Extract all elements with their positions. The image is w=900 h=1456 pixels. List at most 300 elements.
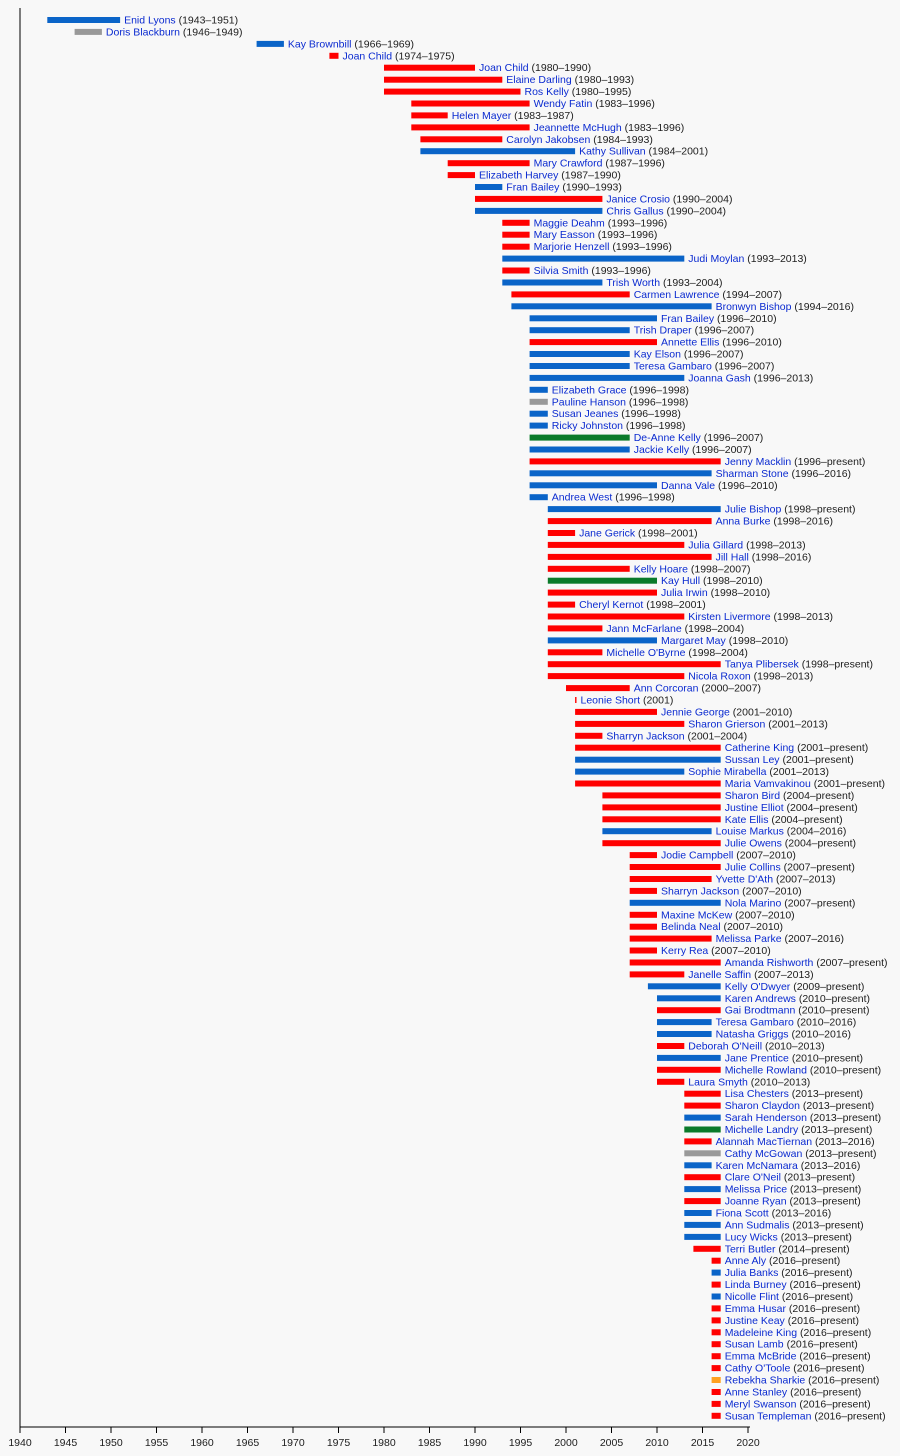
- member-label: [725, 1112, 881, 1124]
- member-label: [688, 718, 828, 730]
- member-term-dates: (2016–present): [783, 1338, 858, 1351]
- term-bar: [530, 411, 548, 417]
- member-name[interactable]: Sharon Bird: [724, 789, 781, 802]
- term-bar: [475, 196, 602, 202]
- member-name[interactable]: Melissa Parke: [715, 933, 782, 946]
- member-name[interactable]: Carmen Lawrence: [633, 288, 720, 301]
- member-label: [452, 110, 574, 122]
- member-term-dates: (2013–present): [787, 1183, 862, 1196]
- member-term-dates: (1998–2001): [635, 527, 698, 540]
- term-bar: [657, 1067, 721, 1073]
- member-name[interactable]: Kelly Hoare: [633, 563, 688, 576]
- member-name[interactable]: Cheryl Kernot: [579, 599, 644, 612]
- term-bar: [548, 578, 657, 584]
- member-term-dates: (2016–present): [790, 1362, 865, 1375]
- term-bar: [575, 745, 721, 751]
- term-bar: [548, 637, 657, 643]
- member-name[interactable]: Michelle Landry: [724, 1124, 799, 1136]
- member-term-dates: (1998–2010): [700, 575, 763, 588]
- member-name[interactable]: Cathy McGowan: [724, 1147, 803, 1160]
- member-name[interactable]: Sophie Mirabella: [688, 766, 767, 779]
- term-bar: [475, 208, 602, 214]
- member-name[interactable]: Mary Crawford: [533, 157, 603, 170]
- term-bar: [712, 1413, 721, 1419]
- term-bar: [47, 17, 120, 23]
- member-label: [716, 1208, 832, 1220]
- member-label: [725, 778, 885, 790]
- member-label: [661, 945, 771, 957]
- member-name[interactable]: Catherine King: [724, 742, 795, 755]
- member-name[interactable]: Lucy Wicks: [724, 1231, 778, 1244]
- member-name[interactable]: Trish Worth: [606, 277, 661, 289]
- term-bar: [630, 864, 721, 870]
- member-name[interactable]: Annette Ellis: [661, 336, 720, 349]
- member-name[interactable]: Kay Elson: [633, 348, 681, 361]
- member-label: [552, 408, 681, 420]
- term-bar: [548, 590, 657, 596]
- member-name[interactable]: Kerry Rea: [661, 945, 709, 957]
- term-bar: [475, 184, 502, 190]
- member-label: [479, 62, 591, 74]
- member-label: [725, 456, 866, 468]
- member-term-dates: (2007–2010): [732, 909, 795, 922]
- term-bar: [657, 1019, 712, 1025]
- member-term-dates: (1996–1998): [612, 491, 675, 504]
- member-name[interactable]: Justine Keay: [724, 1314, 785, 1327]
- member-label: [725, 1219, 864, 1231]
- member-name[interactable]: Elizabeth Harvey: [479, 169, 559, 182]
- member-term-dates: (2013–present): [786, 1195, 861, 1208]
- member-term-dates: (1998–2013): [750, 670, 814, 683]
- member-term-dates: (2014–present): [775, 1243, 850, 1256]
- member-name[interactable]: Julie Collins: [724, 861, 781, 874]
- member-name[interactable]: Leonie Short: [580, 694, 641, 707]
- member-name[interactable]: Nicola Roxon: [688, 670, 751, 683]
- member-term-dates: (2004–present): [768, 813, 843, 826]
- member-term-dates: (1998–present): [798, 658, 873, 671]
- member-name[interactable]: Cathy O'Toole: [724, 1362, 791, 1375]
- x-tick-label: 2000: [554, 1437, 578, 1449]
- member-name[interactable]: Sharman Stone: [715, 467, 789, 480]
- member-name[interactable]: Anne Stanley: [724, 1386, 788, 1399]
- member-term-dates: (2007–2010): [739, 885, 802, 898]
- x-tick-label: 1970: [281, 1437, 305, 1449]
- member-term-dates: (1984–2001): [645, 145, 709, 158]
- member-term-dates: (1990–2004): [663, 205, 727, 218]
- term-bar: [530, 423, 548, 429]
- x-tick-label: 2015: [690, 1437, 715, 1449]
- member-name[interactable]: Kelly O'Dwyer: [724, 980, 791, 993]
- term-bar: [575, 769, 684, 775]
- x-tick-label: 1990: [463, 1437, 487, 1449]
- member-term-dates: (1993–2013): [744, 253, 807, 266]
- term-bar: [511, 303, 711, 309]
- member-label: [725, 1375, 880, 1387]
- member-term-dates: (2001–2010): [729, 706, 793, 719]
- member-term-dates: (1996–2007): [680, 348, 744, 361]
- member-label: [552, 492, 675, 504]
- member-name[interactable]: Kate Ellis: [724, 813, 769, 826]
- member-name[interactable]: Julia Irwin: [661, 587, 708, 600]
- term-bar: [530, 351, 630, 357]
- member-name[interactable]: Emma McBride: [724, 1350, 797, 1363]
- member-name[interactable]: Kay Hull: [661, 575, 701, 588]
- member-label: [725, 1148, 877, 1160]
- member-name[interactable]: Meryl Swanson: [724, 1398, 797, 1411]
- x-tick-label: 2005: [599, 1437, 624, 1449]
- term-bar: [684, 1138, 711, 1144]
- member-term-dates: (2009–present): [790, 980, 865, 993]
- member-name[interactable]: Sharon Grierson: [688, 718, 766, 731]
- member-label: [534, 229, 658, 241]
- member-term-dates: (1993–1996): [609, 241, 672, 254]
- member-label: [606, 193, 732, 205]
- member-name[interactable]: Kirsten Livermore: [688, 611, 771, 623]
- member-name[interactable]: Justine Elliot: [724, 801, 784, 814]
- member-label: [534, 265, 651, 277]
- member-label: [525, 86, 632, 98]
- member-name[interactable]: Silvia Smith: [533, 265, 589, 277]
- member-name[interactable]: Louise Markus: [715, 825, 784, 838]
- x-tick-label: 1950: [99, 1437, 123, 1449]
- member-name[interactable]: Fran Bailey: [661, 312, 715, 325]
- member-name[interactable]: Janice Crosio: [606, 193, 671, 206]
- member-name[interactable]: Jann McFarlane: [606, 622, 682, 635]
- member-label: [688, 1041, 824, 1053]
- member-name[interactable]: Fiona Scott: [715, 1207, 769, 1220]
- member-term-dates: (1993–1996): [594, 229, 658, 242]
- member-name[interactable]: Wendy Fatin: [533, 98, 593, 110]
- member-term-dates: (1996–present): [791, 455, 866, 468]
- term-bar: [684, 1150, 720, 1156]
- member-name[interactable]: Maggie Deahm: [533, 217, 605, 230]
- member-label: [688, 372, 813, 384]
- term-bar: [502, 232, 529, 238]
- member-term-dates: (2007–2010): [708, 945, 771, 957]
- member-label: [688, 539, 805, 551]
- member-name[interactable]: Amanda Rishworth: [724, 957, 814, 969]
- member-term-dates: (2010–present): [806, 1064, 882, 1077]
- member-name[interactable]: Belinda Neal: [661, 921, 721, 934]
- member-term-dates: (2013–present): [807, 1112, 882, 1125]
- member-name[interactable]: Teresa Gambaro: [715, 1016, 794, 1029]
- member-term-dates: (2007–2010): [733, 849, 796, 862]
- member-name[interactable]: Sarah Henderson: [724, 1112, 808, 1125]
- member-name[interactable]: Janelle Saffin: [688, 968, 752, 981]
- member-name[interactable]: Michelle O'Byrne: [606, 646, 686, 659]
- member-name[interactable]: Kathy Sullivan: [579, 145, 646, 158]
- term-bar: [530, 494, 548, 500]
- member-label: [725, 993, 870, 1005]
- term-bar: [548, 530, 575, 536]
- member-label: [634, 683, 761, 695]
- member-label: [634, 432, 764, 444]
- member-name[interactable]: Jane Prentice: [724, 1052, 789, 1065]
- member-name[interactable]: Joan Child: [342, 50, 393, 63]
- member-label: [725, 838, 856, 850]
- term-bar: [502, 280, 602, 286]
- term-bar: [530, 458, 721, 464]
- member-term-dates: (2001–2013): [766, 766, 829, 779]
- member-label: [725, 1387, 862, 1399]
- member-term-dates: (1996–2010): [715, 479, 778, 492]
- member-name[interactable]: Linda Burney: [724, 1279, 787, 1292]
- member-name[interactable]: De-Anne Kelly: [633, 432, 701, 445]
- member-label: [506, 134, 653, 146]
- member-term-dates: (2016–present): [787, 1386, 862, 1399]
- member-term-dates: (1996–2016): [788, 467, 852, 480]
- member-label: [716, 826, 847, 838]
- member-name[interactable]: Andrea West: [551, 491, 613, 504]
- member-name[interactable]: Madeleine King: [724, 1326, 798, 1339]
- member-label: [725, 1100, 874, 1112]
- member-name[interactable]: Ann Sudmalis: [724, 1219, 790, 1232]
- term-bar: [684, 1198, 720, 1204]
- term-bar: [502, 244, 529, 250]
- term-bar: [657, 1055, 721, 1061]
- member-label: [661, 313, 777, 325]
- member-term-dates: (2016–present): [805, 1374, 880, 1387]
- member-label: [725, 1315, 859, 1327]
- member-name[interactable]: Teresa Gambaro: [633, 360, 712, 373]
- member-label: [725, 790, 855, 802]
- member-label: [725, 1267, 853, 1279]
- member-name[interactable]: Joanna Gash: [688, 372, 751, 385]
- term-bar: [684, 1162, 711, 1168]
- member-term-dates: (2001–present): [794, 742, 869, 755]
- member-name[interactable]: Margaret May: [661, 634, 726, 647]
- member-term-dates: (1998–2016): [748, 551, 812, 564]
- member-name[interactable]: Lisa Chesters: [724, 1088, 789, 1101]
- member-name[interactable]: Deborah O'Neill: [688, 1040, 763, 1053]
- term-bar: [530, 447, 630, 453]
- member-name[interactable]: Ann Corcoran: [633, 682, 699, 695]
- member-term-dates: (1943–1951): [175, 14, 239, 27]
- member-name[interactable]: Marjorie Henzell: [533, 241, 610, 254]
- term-bar: [712, 1341, 721, 1347]
- member-name[interactable]: Kay Brownbill: [287, 38, 352, 51]
- member-term-dates: (1998–2013): [770, 611, 834, 623]
- term-bar: [630, 852, 657, 858]
- member-name[interactable]: Jodie Campbell: [661, 849, 734, 862]
- member-name[interactable]: Alannah MacTiernan: [715, 1135, 813, 1148]
- member-name[interactable]: Julia Banks: [724, 1267, 779, 1280]
- term-bar: [530, 315, 657, 321]
- member-term-dates: (2010–2016): [793, 1016, 857, 1029]
- member-label: [506, 74, 634, 86]
- member-name[interactable]: Sussan Ley: [724, 754, 780, 767]
- term-bar: [566, 685, 630, 691]
- member-term-dates: (1983–1987): [511, 109, 574, 122]
- term-bar: [384, 65, 475, 71]
- member-term-dates: (2013–present): [777, 1231, 852, 1244]
- member-name[interactable]: Julie Bishop: [724, 503, 782, 516]
- member-label: [661, 587, 770, 599]
- member-name[interactable]: Enid Lyons: [124, 14, 176, 27]
- member-name[interactable]: Julia Gillard: [688, 539, 744, 552]
- member-term-dates: (1996–2010): [714, 312, 777, 325]
- term-bar: [384, 77, 502, 83]
- member-name[interactable]: Chris Gallus: [606, 205, 664, 218]
- term-bar: [693, 1246, 720, 1252]
- member-term-dates: (2016–present): [786, 1279, 861, 1292]
- term-bar: [548, 602, 575, 608]
- term-bar: [530, 363, 630, 369]
- member-name[interactable]: Trish Draper: [633, 324, 692, 337]
- member-term-dates: (2016–present): [797, 1326, 872, 1339]
- member-term-dates: (1996–1998): [618, 408, 681, 421]
- term-bar: [712, 1305, 721, 1311]
- term-bar: [548, 542, 685, 548]
- x-tick-label: 1945: [53, 1437, 78, 1449]
- member-label: [725, 1064, 881, 1076]
- member-name[interactable]: Rebekha Sharkie: [724, 1374, 806, 1387]
- member-name[interactable]: Fran Bailey: [506, 181, 560, 194]
- term-bar: [530, 387, 548, 393]
- member-name[interactable]: Gai Brodtmann: [724, 1004, 796, 1017]
- member-name[interactable]: Laura Smyth: [688, 1076, 748, 1089]
- member-label: [716, 468, 851, 480]
- member-name[interactable]: Jeannette McHugh: [533, 121, 622, 134]
- member-name[interactable]: Doris Blackburn: [105, 26, 181, 39]
- term-bar: [684, 1210, 711, 1216]
- member-name[interactable]: Jackie Kelly: [633, 444, 690, 456]
- member-name[interactable]: Yvette D'Ath: [715, 873, 774, 886]
- member-name[interactable]: Judi Moylan: [688, 253, 745, 266]
- member-label: [725, 1243, 850, 1255]
- member-name[interactable]: Danna Vale: [661, 479, 716, 492]
- term-bar: [657, 1007, 721, 1013]
- member-label: [716, 874, 836, 886]
- member-name[interactable]: Jenny Macklin: [724, 455, 792, 468]
- member-term-dates: (2004–present): [781, 837, 857, 850]
- member-label: [725, 957, 888, 969]
- member-name[interactable]: Maxine McKew: [661, 909, 733, 922]
- member-label: [716, 933, 844, 945]
- term-bar: [548, 554, 712, 560]
- member-label: [725, 1410, 886, 1422]
- member-term-dates: (2013–present): [800, 1100, 875, 1113]
- member-name[interactable]: Pauline Hanson: [551, 396, 626, 409]
- member-term-dates: (2016–present): [778, 1291, 854, 1303]
- member-name[interactable]: Natasha Griggs: [715, 1028, 789, 1041]
- member-name[interactable]: Bronwyn Bishop: [715, 300, 792, 313]
- x-tick-label: 1980: [372, 1437, 396, 1449]
- term-bar: [657, 1031, 712, 1037]
- member-name[interactable]: Carolyn Jakobsen: [506, 133, 591, 146]
- term-bar: [448, 172, 475, 178]
- member-label: [579, 528, 698, 540]
- member-label: [725, 1291, 853, 1303]
- member-name[interactable]: Emma Husar: [724, 1302, 786, 1315]
- member-name[interactable]: Jennie George: [661, 706, 730, 719]
- term-bar: [602, 840, 720, 846]
- member-label: [579, 146, 708, 158]
- member-label: [725, 897, 856, 909]
- x-tick-label: 1965: [235, 1437, 260, 1449]
- member-name[interactable]: Susan Jeanes: [551, 408, 619, 421]
- member-name[interactable]: Joanne Ryan: [724, 1195, 787, 1208]
- member-name[interactable]: Melissa Price: [724, 1183, 788, 1196]
- term-bar: [548, 673, 685, 679]
- member-name[interactable]: Elizabeth Grace: [551, 384, 627, 397]
- member-term-dates: (2000–2007): [698, 682, 761, 695]
- term-bar: [712, 1401, 721, 1407]
- member-name[interactable]: Helen Mayer: [451, 109, 512, 122]
- member-term-dates: (1998–2013): [743, 539, 806, 552]
- member-name[interactable]: Nicolle Flint: [724, 1291, 779, 1303]
- member-name[interactable]: Ricky Johnston: [551, 420, 624, 433]
- member-label: [661, 850, 796, 862]
- member-label: [725, 1088, 863, 1100]
- member-name[interactable]: Tanya Plibersek: [724, 658, 799, 671]
- member-name[interactable]: Sharryn Jackson: [661, 885, 740, 898]
- member-term-dates: (1996–2007): [691, 324, 755, 337]
- member-label: [288, 38, 414, 50]
- member-label: [581, 695, 674, 707]
- member-term-dates: (2013–present): [798, 1124, 873, 1136]
- member-name[interactable]: Joan Child: [479, 62, 529, 75]
- member-name[interactable]: Julie Owens: [724, 837, 782, 850]
- member-name[interactable]: Maria Vamvakinou: [724, 778, 811, 790]
- term-bar: [712, 1389, 721, 1395]
- member-label: [606, 277, 722, 289]
- member-name[interactable]: Anna Burke: [715, 515, 771, 528]
- member-term-dates: (2007–2013): [751, 968, 814, 981]
- member-name[interactable]: Nola Marino: [724, 897, 782, 910]
- member-term-dates: (1990–1993): [559, 181, 622, 194]
- member-name[interactable]: Anne Aly: [724, 1255, 767, 1268]
- member-term-dates: (2001–present): [810, 778, 886, 790]
- member-name[interactable]: Ros Kelly: [524, 86, 569, 99]
- member-label: [688, 253, 807, 265]
- member-label: [725, 1124, 873, 1136]
- member-term-dates: (1998–present): [781, 503, 856, 516]
- term-bar: [548, 661, 721, 667]
- member-name[interactable]: Terri Butler: [724, 1243, 776, 1256]
- member-term-dates: (1993–2004): [660, 277, 723, 289]
- member-label: [725, 802, 858, 814]
- member-name[interactable]: Elaine Darling: [506, 74, 572, 87]
- x-tick-label: 1940: [8, 1437, 32, 1449]
- member-name[interactable]: Susan Lamb: [724, 1338, 784, 1351]
- member-name[interactable]: Jill Hall: [715, 551, 749, 564]
- member-label: [725, 1351, 871, 1363]
- term-bar: [502, 268, 529, 274]
- term-bar: [712, 1365, 721, 1371]
- member-term-dates: (1987–1990): [558, 169, 621, 182]
- member-label: [661, 575, 763, 587]
- member-term-dates: (1998–2016): [770, 515, 833, 528]
- member-label: [506, 182, 622, 194]
- member-name[interactable]: Clare O'Neil: [724, 1171, 781, 1184]
- member-name[interactable]: Karen Andrews: [724, 992, 796, 1005]
- member-name[interactable]: Mary Easson: [533, 229, 595, 242]
- member-name[interactable]: Susan Templeman: [724, 1410, 812, 1423]
- member-name[interactable]: Sharon Claydon: [724, 1100, 801, 1113]
- member-label: [725, 754, 854, 766]
- member-name[interactable]: Michelle Rowland: [724, 1064, 807, 1077]
- member-label: [534, 217, 668, 229]
- term-bar: [257, 41, 284, 47]
- member-name[interactable]: Sharryn Jackson: [606, 730, 685, 743]
- member-label: [661, 337, 782, 349]
- member-name[interactable]: Jane Gerick: [579, 527, 636, 540]
- term-bar: [602, 792, 720, 798]
- member-name[interactable]: Karen McNamara: [715, 1159, 798, 1172]
- term-bar: [548, 614, 685, 620]
- term-bar: [712, 1317, 721, 1323]
